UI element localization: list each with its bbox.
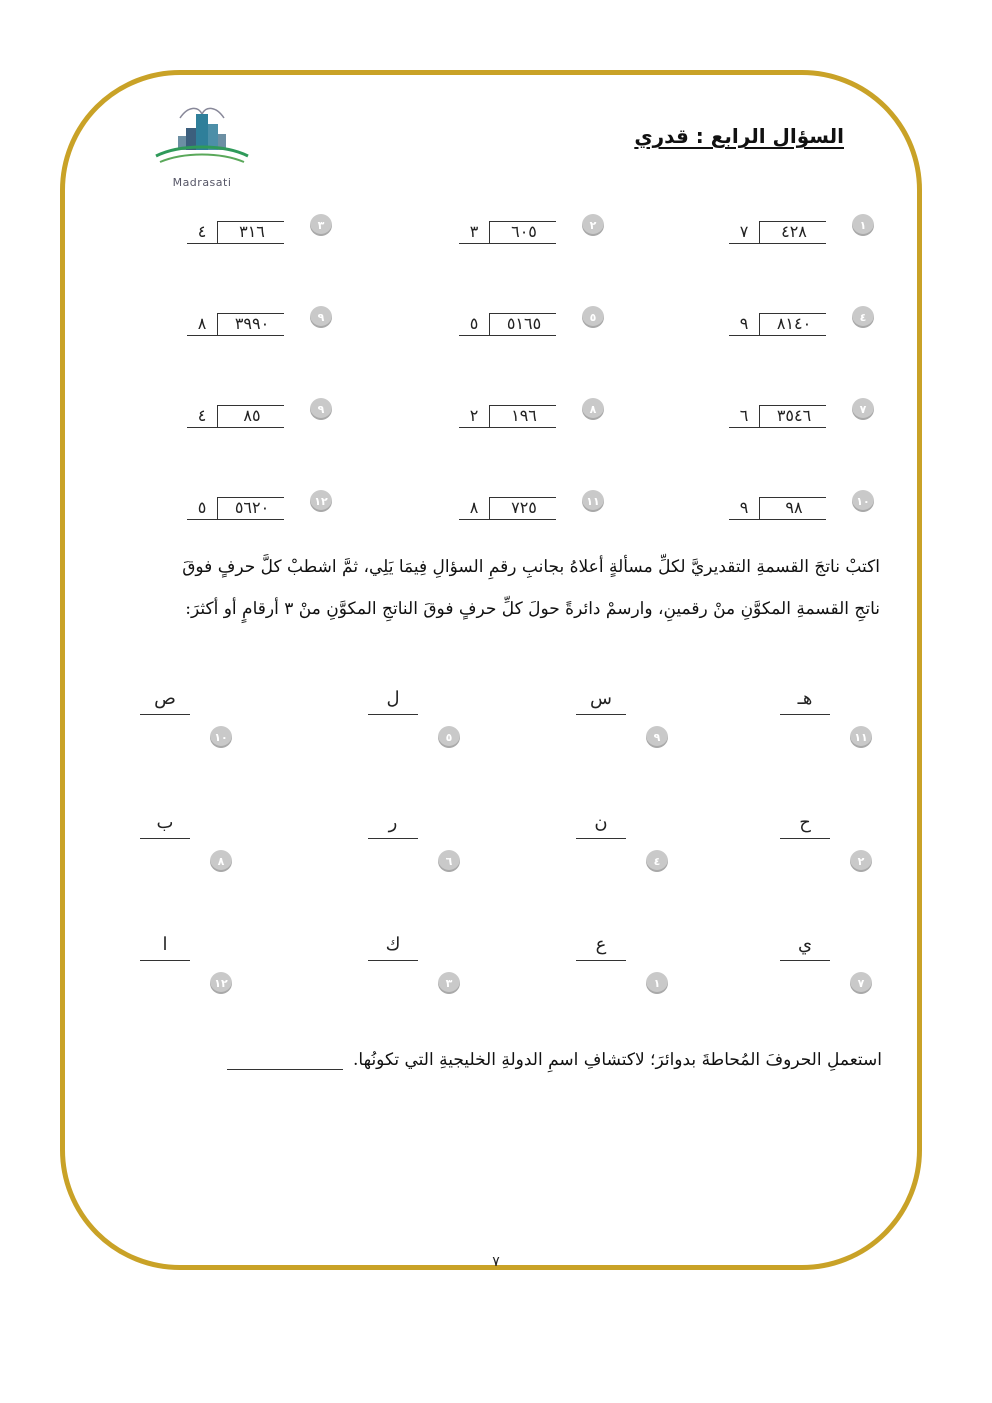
- divisor: ٥: [459, 314, 489, 336]
- division-problem: [664, 306, 874, 336]
- problem-number-badge: ٣: [310, 214, 332, 236]
- instruction-line-2: ناتجِ القسمةِ المكوَّنِ منْ رقمينِ، وارسمْ دائرةً حولَ كلِّ حرفٍ فوقَ الناتجِ المكوَّنِ منْ ٣ أرقامٍ أو أكثرَ:: [185, 599, 880, 619]
- instruction-line-1: اكتبْ ناتجَ القسمةِ التقديريَّ لكلِّ مسألةٍ أعلاهُ بجانبِ رقمِ السؤالِ فِيمَا يَلِي، ثمَّ اشطبْ كلَّ حرفٍ فوقَ: [182, 557, 880, 577]
- letter-number-badge: ١١: [850, 726, 872, 748]
- letter-item: [780, 688, 868, 748]
- logo: [150, 100, 254, 190]
- answer-line[interactable]: [780, 838, 830, 839]
- problem-number-badge: ١١: [582, 490, 604, 512]
- dividend: ٣١٦: [217, 221, 284, 244]
- letter-number-badge: ٨: [210, 850, 232, 872]
- letter-number-badge: ٥: [438, 726, 460, 748]
- letter: ا: [162, 934, 168, 955]
- problem-number-badge: ١: [852, 214, 874, 236]
- letter-item: [368, 688, 453, 748]
- answer-blank[interactable]: [227, 1055, 343, 1070]
- division-problem: [394, 306, 604, 336]
- answer-line[interactable]: [780, 960, 830, 961]
- long-division: [729, 220, 826, 244]
- letter-number-badge: ١: [646, 972, 668, 994]
- dividend: ١٩٦: [489, 405, 556, 428]
- problem-number-badge: ٢: [582, 214, 604, 236]
- letter: ك: [385, 934, 401, 955]
- dividend: ٧٢٥: [489, 497, 556, 520]
- long-division: [459, 312, 556, 336]
- dividend: ٦٠٥: [489, 221, 556, 244]
- letter-item: [780, 934, 865, 994]
- answer-line[interactable]: [140, 714, 190, 715]
- letter: هـ: [797, 688, 813, 709]
- long-division: [187, 496, 284, 520]
- dividend: ٥١٦٥: [489, 313, 556, 336]
- letter-number-badge: ٤: [646, 850, 668, 872]
- division-problem: [664, 214, 874, 244]
- final-prompt: استعملِ الحروفَ المُحاطةَ بدوائرَ؛ لاكتشافِ اسمِ الدولةِ الخليجيةِ التي تكونُها.: [353, 1050, 882, 1070]
- divisor: ٨: [459, 498, 489, 520]
- answer-line[interactable]: [576, 838, 626, 839]
- letter-item: [576, 934, 661, 994]
- letter: ح: [799, 812, 811, 833]
- division-problem: [394, 214, 604, 244]
- page-number: ٧: [492, 1254, 500, 1270]
- division-problem: [122, 306, 332, 336]
- divisor: ٤: [187, 222, 217, 244]
- divisor: ٩: [729, 498, 759, 520]
- letter-number-badge: ٧: [850, 972, 872, 994]
- answer-line[interactable]: [140, 838, 190, 839]
- division-problem: [664, 398, 874, 428]
- letter: ر: [388, 812, 398, 833]
- long-division: [729, 312, 826, 336]
- division-problem: [122, 398, 332, 428]
- problem-number-badge: ٩: [310, 306, 332, 328]
- long-division: [187, 220, 284, 244]
- long-division: [459, 496, 556, 520]
- divisor: ٩: [729, 314, 759, 336]
- letter: ن: [594, 812, 608, 833]
- long-division: [729, 404, 826, 428]
- problem-number-badge: ٤: [852, 306, 874, 328]
- divisor: ٥: [187, 498, 217, 520]
- answer-line[interactable]: [368, 838, 418, 839]
- letter-item: [780, 812, 865, 872]
- logo-icon: [150, 100, 254, 176]
- page-title: السؤال الرابع : قدري: [634, 124, 844, 148]
- long-division: [729, 496, 826, 520]
- letter-item: [576, 688, 661, 748]
- divisor: ٢: [459, 406, 489, 428]
- answer-line[interactable]: [368, 714, 418, 715]
- letter-number-badge: ١٢: [210, 972, 232, 994]
- logo-text: Madrasati: [172, 176, 232, 189]
- division-problem: [122, 490, 332, 520]
- dividend: ٨٥: [217, 405, 284, 428]
- problem-number-badge: ١٠: [852, 490, 874, 512]
- letter: ي: [797, 934, 813, 955]
- dividend: ٨١٤٠: [759, 313, 826, 336]
- dividend: ٣٩٩٠: [217, 313, 284, 336]
- dividend: ٤٢٨: [759, 221, 826, 244]
- problem-number-badge: ٥: [582, 306, 604, 328]
- letter-number-badge: ٣: [438, 972, 460, 994]
- answer-line[interactable]: [576, 960, 626, 961]
- long-division: [459, 220, 556, 244]
- division-problem: [122, 214, 332, 244]
- letter-number-badge: ٦: [438, 850, 460, 872]
- letter: ع: [595, 934, 607, 955]
- dividend: ٩٨: [759, 497, 826, 520]
- letter-item: [140, 934, 228, 994]
- letter: ل: [386, 688, 400, 709]
- division-problem: [394, 490, 604, 520]
- letter-item: [368, 934, 453, 994]
- answer-line[interactable]: [140, 960, 190, 961]
- problem-number-badge: ١٢: [310, 490, 332, 512]
- long-division: [187, 404, 284, 428]
- division-problem: [664, 490, 874, 520]
- divisor: ٤: [187, 406, 217, 428]
- letter: ص: [154, 688, 176, 709]
- letter-number-badge: ١٠: [210, 726, 232, 748]
- divisor: ٦: [729, 406, 759, 428]
- letter-number-badge: ٩: [646, 726, 668, 748]
- problem-number-badge: ٩: [310, 398, 332, 420]
- letter: ب: [156, 812, 174, 833]
- divisor: ٧: [729, 222, 759, 244]
- dividend: ٥٦٢٠: [217, 497, 284, 520]
- letter-item: [368, 812, 453, 872]
- letter-item: [140, 688, 228, 748]
- final-question: [227, 1050, 882, 1070]
- letter: س: [590, 688, 612, 709]
- long-division: [459, 404, 556, 428]
- letter-number-badge: ٢: [850, 850, 872, 872]
- letter-item: [140, 812, 225, 872]
- answer-line[interactable]: [368, 960, 418, 961]
- dividend: ٣٥٤٦: [759, 405, 826, 428]
- divisor: ٨: [187, 314, 217, 336]
- letter-item: [576, 812, 661, 872]
- answer-line[interactable]: [576, 714, 626, 715]
- answer-line[interactable]: [780, 714, 830, 715]
- division-problem: [394, 398, 604, 428]
- problem-number-badge: ٨: [582, 398, 604, 420]
- long-division: [187, 312, 284, 336]
- divisor: ٣: [459, 222, 489, 244]
- problem-number-badge: ٧: [852, 398, 874, 420]
- page-frame: [60, 70, 922, 1270]
